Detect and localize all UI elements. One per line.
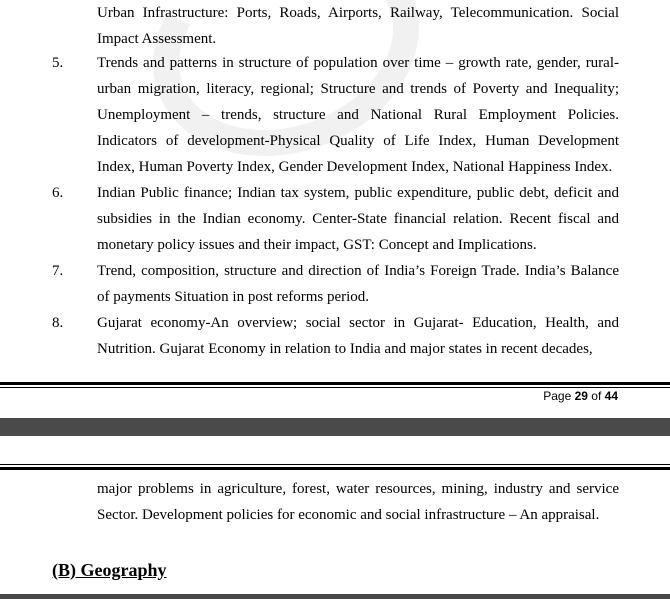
item-text: Gujarat economy-An overview; social sector in Gujarat- Education, Health, and Nutrition. Gujarat Economy in relation to India and major states in recent decades,: [97, 315, 619, 357]
page-gap-bottom: [0, 594, 670, 599]
header-rule-thick: [0, 467, 670, 470]
item-text: Trends and patterns in structure of population over time – growth rate, gender, rural-urban migration, literacy, regional; Structure and trends of Poverty and Inequality; Unemployment – trends, structure and National Rural Employment Policies. Indicators of development-Physical Quality of Life Index, Human Development Index, Human Poverty Index, Gender Development Index, National Happiness Index.: [97, 55, 619, 175]
header-rule-thin: [0, 464, 670, 465]
current-page: 29: [574, 389, 588, 403]
item-number: 8.: [52, 315, 64, 331]
total-pages: 44: [604, 389, 618, 403]
item-text: Trend, composition, structure and direction of India’s Foreign Trade. India’s Balance of payments Situation in post reforms period.: [97, 263, 619, 305]
page-gap: [0, 418, 670, 436]
footer-rule-thick: [0, 382, 670, 385]
item-number: 5.: [52, 55, 64, 71]
item-text: Indian Public finance; Indian tax system, public expenditure, public debt, deficit and subsidies in the Indian economy. Center-State financial relation. Recent fiscal and monetary policy issues and their impact, GST: Concept and Implications.: [97, 185, 619, 253]
item-number: 6.: [52, 185, 64, 201]
page-number: Page 29 of 44: [543, 389, 618, 403]
item-number: 7.: [52, 263, 64, 279]
continued-line-2: Impact Assessment.: [97, 31, 217, 47]
continued-line-1: Urban Infrastructure: Ports, Roads, Airports, Railway, Telecommunication. Social: [97, 5, 619, 21]
continued-item-text: major problems in agriculture, forest, water resources, mining, industry and service Sector. Development policies for economic and social infrastructure – An appraisal.: [97, 481, 619, 523]
section-heading: (B) Geography: [52, 560, 167, 580]
footer-rule-thin: [0, 387, 670, 388]
continued-text: [97, 0, 619, 52]
